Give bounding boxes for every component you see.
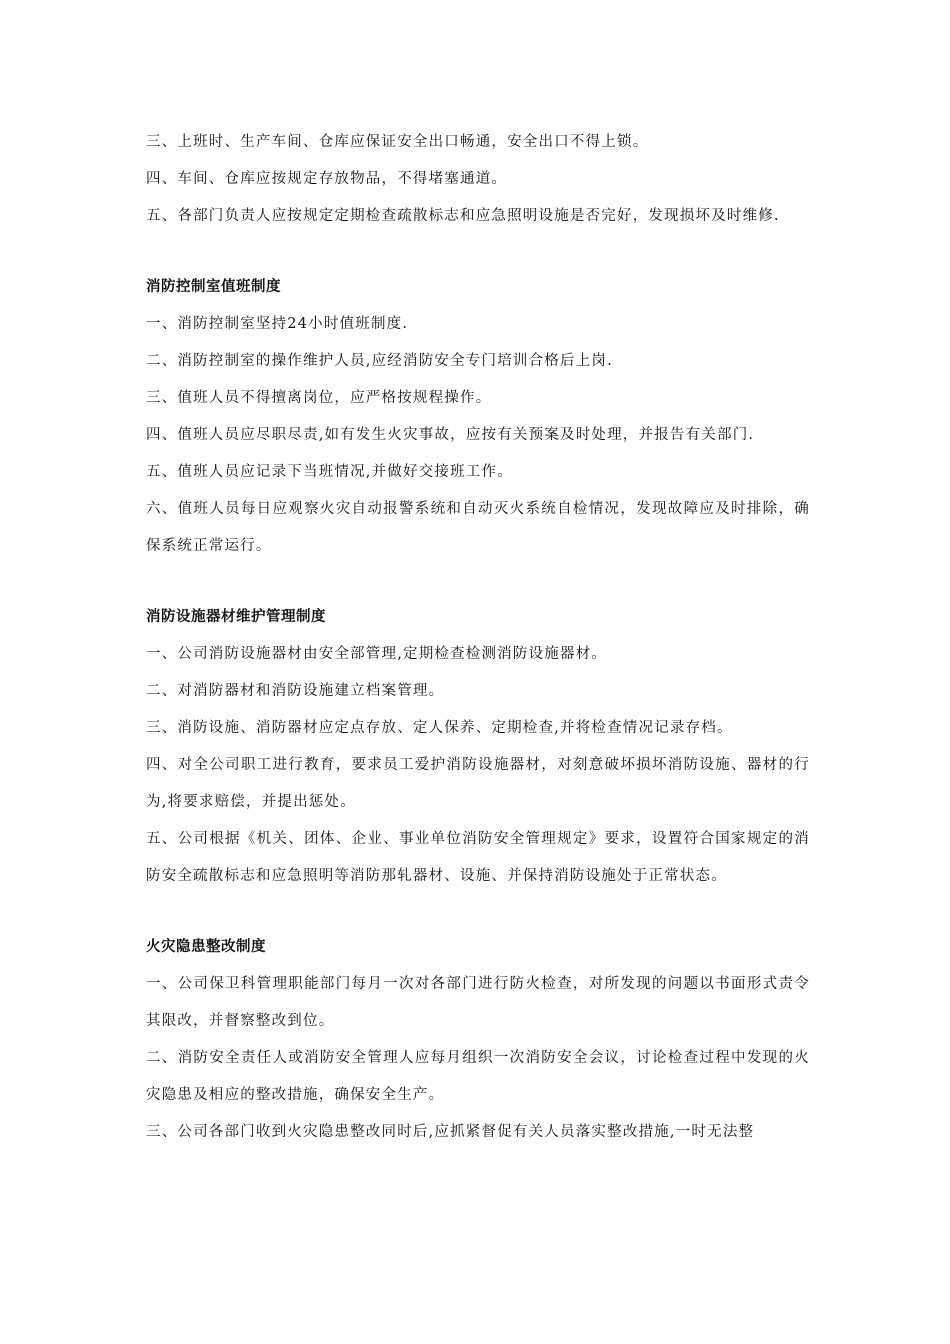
section-gap: [146, 895, 810, 929]
paragraph: 二、消防安全责任人或消防安全管理人应每月组织一次消防安全会议，讨论检查过程中发现的火灾隐患及相应的整改措施，确保安全生产。: [146, 1050, 810, 1103]
section-title-fire-control-room: 消防控制室值班制度: [146, 279, 281, 295]
paragraph: 五、公司根据《机关、团体、企业、事业单位消防安全管理规定》要求，设置符合国家规定的消防安全疏散标志和应急照明等消防那轧器材、设施、并保持消防设施处于正常状态。: [146, 831, 810, 884]
paragraph: 四、值班人员应尽职尽责,如有发生火灾事故，应按有关预案及时处理，并报告有关部门.: [146, 427, 755, 443]
document-body: [146, 124, 810, 1151]
paragraph: 四、车间、仓库应按规定存放物品，不得堵塞通道。: [146, 171, 508, 187]
paragraph: 二、对消防器材和消防设施建立档案管理。: [146, 683, 445, 699]
paragraph: 六、值班人员每日应观察火灾自动报警系统和自动灭火系统自检情况，发现故障应及时排除，确保系统正常运行。: [146, 501, 810, 554]
section-title-fire-equipment: 消防设施器材维护管理制度: [146, 609, 326, 625]
section-gap: [146, 235, 810, 269]
paragraph: 一、消防控制室坚持24小时值班制度.: [146, 316, 409, 332]
paragraph: 一、公司消防设施器材由安全部管理,定期检查检测消防设施器材。: [146, 646, 608, 662]
paragraph: 三、消防设施、消防器材应定点存放、定人保养、定期检查,并将检查情况记录存档。: [146, 720, 733, 736]
paragraph: 五、各部门负责人应按规定定期检查疏散标志和应急照明设施是否完好，发现损坏及时维修.: [146, 208, 780, 224]
paragraph: 三、上班时、生产车间、仓库应保证安全出口畅通，安全出口不得上锁。: [146, 134, 649, 150]
paragraph: 三、值班人员不得擅离岗位，应严格按规程操作。: [146, 390, 492, 406]
paragraph: 五、值班人员应记录下当班情况,并做好交接班工作。: [146, 464, 513, 480]
section-gap: [146, 565, 810, 599]
paragraph: 二、消防控制室的操作维护人员,应经消防安全专门培训合格后上岗.: [146, 353, 613, 369]
paragraph: 一、公司保卫科管理职能部门每月一次对各部门进行防火检查，对所发现的问题以书面形式责令其限改，并督察整改到位。: [146, 976, 810, 1029]
section-title-fire-hazard: 火灾隐患整改制度: [146, 939, 266, 955]
paragraph: 四、对全公司职工进行教育，要求员工爱护消防设施器材，对刻意破坏损坏消防设施、器材的行为,将要求赔偿，并提出惩处。: [146, 757, 810, 810]
paragraph: 三、公司各部门收到火灾隐患整改同时后,应抓紧督促有关人员落实整改措施,一时无法整: [146, 1124, 755, 1140]
